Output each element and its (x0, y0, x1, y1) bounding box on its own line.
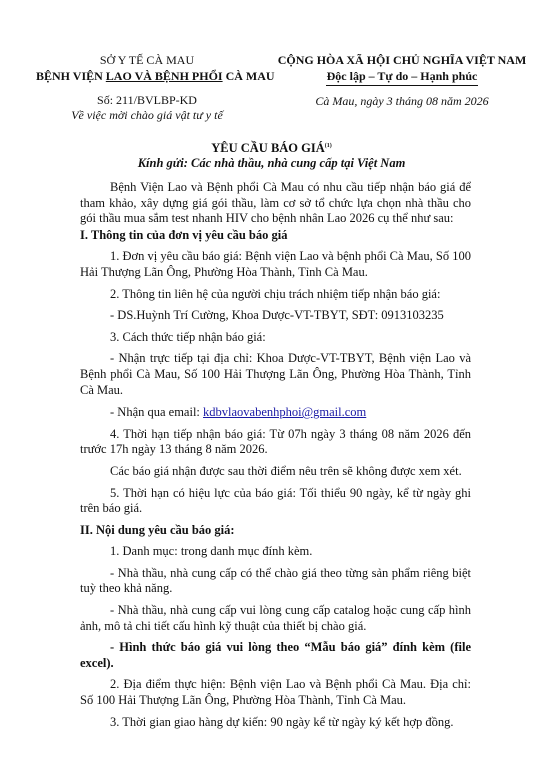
footnote-marker: (1) (324, 143, 332, 149)
section-1-heading: I. Thông tin của đơn vị yêu cầu báo giá (80, 227, 288, 242)
title-block (0, 139, 543, 171)
s2-bullet-1: - Nhà thầu, nhà cung cấp có thể chào giá theo từng sản phẩm riêng biệt tuỳ theo khả năng. (80, 565, 471, 596)
s1-item-5: 5. Thời hạn có hiệu lực của báo giá: Tối thiểu 90 ngày, kể từ ngày ghi trên báo giá. (80, 485, 471, 516)
s1-contact: - DS.Huỳnh Trí Cường, Khoa Dược-VT-TBYT, SĐT: 0913103235 (110, 308, 444, 323)
document-title: YÊU CẦU BÁO GIÁ$^{(1)}$ (211, 141, 332, 156)
intro-paragraph: Bệnh Viện Lao và Bệnh phổi Cà Mau có nhu cầu tiếp nhận báo giá để tham khảo, xây dựng giá gói thầu, làm cơ sở tổ chức lựa chọn nhà thầu cho gói thầu mua sắm test nhanh HIV cho bệnh nhân Lao 2026 cụ thể như sau: (80, 180, 471, 226)
s1-item-2: 2. Thông tin liên hệ của người chịu trách nhiệm tiếp nhận báo giá: (110, 286, 441, 301)
s1-direct-address: - Nhận trực tiếp tại địa chỉ: Khoa Dược-VT-TBYT, Bệnh viện Lao và Bệnh phổi Cà Mau, Số 100 Hải Thượng Lãn Ông, Phường Hòa Thành, Tỉnh Cà Mau. (80, 351, 471, 397)
s1-late-note: Các báo giá nhận được sau thời điểm nêu trên sẽ không được xem xét. (110, 463, 462, 478)
s2-bullet-2: - Nhà thầu, nhà cung cấp vui lòng cung cấp catalog hoặc cung cấp hình ảnh, mô tả chi tiết cấu hình kỹ thuật của thiết bị chào giá. (80, 603, 471, 633)
greeting: Kính gửi: Các nhà thầu, nhà cung cấp tại Việt Nam (137, 156, 406, 171)
s2-item-2: 2. Địa điểm thực hiện: Bệnh viện Lao và Bệnh phổi Cà Mau. Địa chỉ: Số 100 Hải Thượng Lãn Ông, Phường Hòa Thành, Tỉnh Cà Mau. (80, 677, 471, 708)
national-header (272, 52, 532, 109)
ministry-name: SỞ Y TẾ CÀ MAU (99, 53, 195, 67)
document-subject: Về việc mời chào giá vật tư y tế (71, 108, 223, 122)
s2-item-1: 1. Danh mục: trong danh mục đính kèm. (110, 544, 313, 559)
hospital-name: BỆNH VIỆN LAO VÀ BỆNH PHỔI CÀ MAU (36, 69, 275, 83)
s2-item-3: 3. Thời gian giao hàng dự kiến: 90 ngày kể từ ngày ký kết hợp đồng. (110, 714, 454, 729)
s1-item-3: 3. Cách thức tiếp nhận báo giá: (110, 329, 266, 344)
national-motto: Độc lập – Tự do – Hạnh phúc (326, 69, 478, 83)
email-link[interactable]: kdbvlaovabenhphoi@gmail.com (203, 405, 367, 420)
document-body (80, 180, 471, 730)
s1-item-1: 1. Đơn vị yêu cầu báo giá: Bệnh viện Lao và bệnh phổi Cà Mau, Số 100 Hải Thượng Lãn Ông, Phường Hòa Thành, Tỉnh Cà Mau. (80, 249, 471, 279)
s1-item-4: 4. Thời hạn tiếp nhận báo giá: Từ 07h ngày 3 tháng 08 năm 2026 đến trước 17h ngày 13 tháng 8 năm 2026. (80, 426, 471, 457)
document-date: Cà Mau, ngày 3 tháng 08 năm 2026 (315, 94, 489, 108)
s1-email-line: - Nhận qua email: kdbvlaovabenhphoi@gmail.com (110, 405, 367, 420)
section-2-heading: II. Nội dung yêu cầu báo giá: (80, 522, 235, 537)
issuer-header (36, 52, 275, 123)
s2-bullet-3: - Hình thức báo giá vui lòng theo “Mẫu báo giá” đính kèm (file excel). (80, 640, 471, 670)
national-title: CỘNG HÒA XÃ HỘI CHỦ NGHĨA VIỆT NAM (277, 53, 527, 67)
document-number: Số: 211/BVLBP-KD (97, 93, 197, 107)
